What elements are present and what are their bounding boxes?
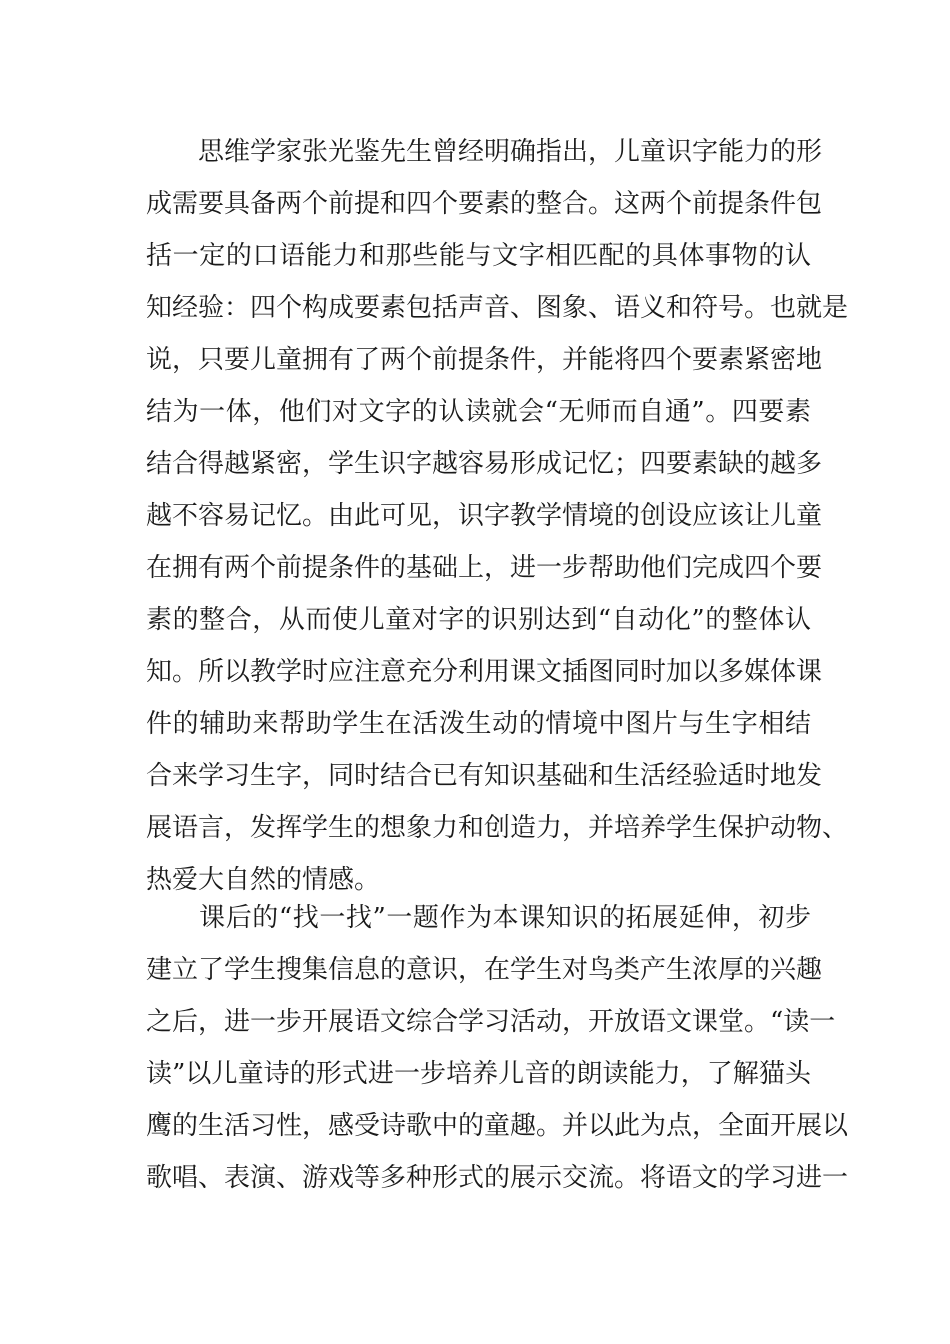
- text-line: 歌唱、表演、游戏等多种形式的展示交流。将语文的学习进一: [146, 1163, 849, 1193]
- text-line: 合来学习生字，同时结合已有知识基础和生活经验适时地发: [146, 761, 823, 791]
- text-line: 素的整合，从而使儿童对字的识别达到“自动化”的整体认: [146, 605, 811, 635]
- text-line: 越不容易记忆。由此可见，识字教学情境的创设应该让儿童: [146, 501, 823, 531]
- text-line: 说，只要儿童拥有了两个前提条件，并能将四个要素紧密地: [146, 345, 823, 375]
- text-line: 思维学家张光鉴先生曾经明确指出，儿童识字能力的形: [146, 137, 823, 167]
- text-line: 成需要具备两个前提和四个要素的整合。这两个前提条件包: [146, 189, 823, 219]
- text-line: 之后，进一步开展语文综合学习活动，开放语文课堂。“读一: [146, 1007, 836, 1037]
- text-line: 知。所以教学时应注意充分利用课文插图同时加以多媒体课: [146, 657, 823, 687]
- text-line: 读”以儿童诗的形式进一步培养儿音的朗读能力，了解猫头: [146, 1059, 811, 1089]
- text-line: 结合得越紧密，学生识字越容易形成记忆；四要素缺的越多: [146, 449, 823, 479]
- text-line: 建立了学生搜集信息的意识，在学生对鸟类产生浓厚的兴趣: [146, 955, 823, 985]
- text-line: 结为一体，他们对文字的认读就会“无师而自通”。四要素: [146, 397, 811, 427]
- paragraph-1: [146, 126, 849, 906]
- text-line: 热爱大自然的情感。: [146, 865, 381, 895]
- text-line: 课后的“找一找”一题作为本课知识的拓展延伸，初步: [146, 903, 811, 933]
- paragraph-2: [146, 892, 849, 1204]
- text-line: 知经验：四个构成要素包括声音、图象、语义和符号。也就是: [146, 293, 849, 323]
- text-line: 鹰的生活习性，感受诗歌中的童趣。并以此为点，全面开展以: [146, 1111, 849, 1141]
- text-line: 展语言，发挥学生的想象力和创造力，并培养学生保护动物、: [146, 813, 849, 843]
- text-line: 括一定的口语能力和那些能与文字相匹配的具体事物的认: [146, 241, 811, 271]
- text-line: 在拥有两个前提条件的基础上，进一步帮助他们完成四个要: [146, 553, 823, 583]
- text-line: 件的辅助来帮助学生在活泼生动的情境中图片与生字相结: [146, 709, 811, 739]
